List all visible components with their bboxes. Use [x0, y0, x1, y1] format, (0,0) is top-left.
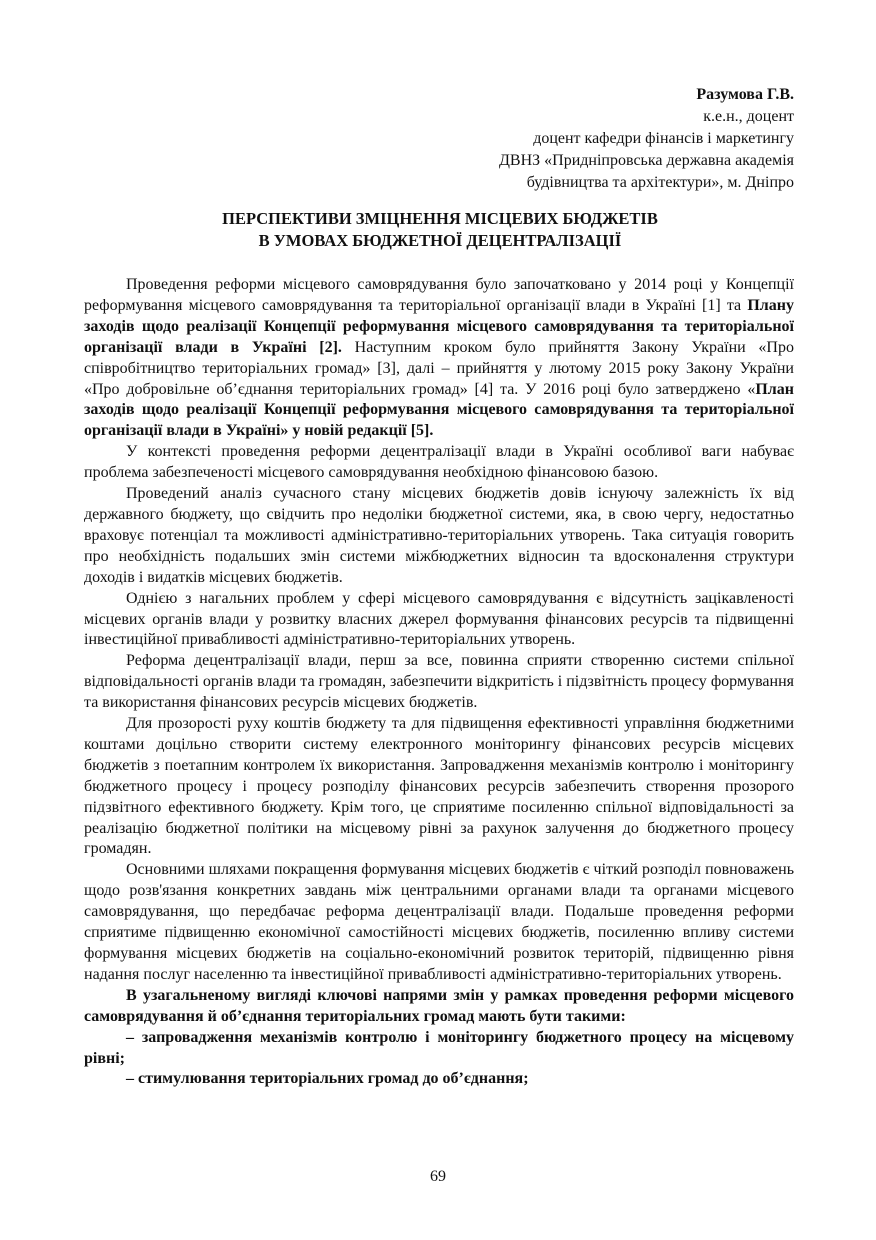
author-institution-line2: будівництва та архітектури», м. Дніпро [526, 174, 794, 191]
paragraph-8: В узагальненому вигляді ключові напрями змін у рамках проведення реформи місцевого самоврядування й об’єднання територіальних громад мають бути такими: [84, 986, 794, 1025]
title-line-1: ПЕРСПЕКТИВИ ЗМІЦНЕННЯ МІСЦЕВИХ БЮДЖЕТІВ [222, 209, 658, 228]
author-name: Разумова Г.В. [696, 86, 794, 103]
author-block [374, 84, 794, 194]
paragraph-1-bold-d: План заходів щодо реалізації Концепції реформування місцевого самоврядування та територіальної організації влади в Україні» у новій редакції [5]. [84, 380, 794, 440]
paragraph-4: Однією з нагальних проблем у сфері місцевого самоврядування є відсутність зацікавленості місцевих органів влади у розвитку власних джерел формування фінансових ресурсів та підвищенні інвестиційної привабливості адміністративно-територіальних утворень. [84, 589, 794, 649]
paragraph-2: У контексті проведення реформи децентралізації влади в Україні особливої ваги набуває проблема забезпеченості місцевого самоврядування необхідною фінансовою базою. [84, 443, 794, 482]
list-item-1: – запровадження механізмів контролю і моніторингу бюджетного процесу на місцевому рівні; [84, 1028, 794, 1067]
paragraph-1-text-c: Наступним кроком було прийняття Закону України «Про співробітництво територіальних громад» [3], далі – прийняття у лютому 2015 року Закону України «Про добровільне об’єднання територіальних громад» [4] та. У 2016 році було затверджено « [84, 338, 794, 398]
title-line-2: В УМОВАХ БЮДЖЕТНОЇ ДЕЦЕНТРАЛІЗАЦІЇ [258, 231, 622, 250]
paragraph-3: Проведений аналіз сучасного стану місцевих бюджетів довів існуючу залежність їх від державного бюджету, що свідчить про недоліки бюджетної системи, яка, в свою чергу, недостатньо враховує потенціал та можливості адміністративно-територіальних утворень. Така ситуація говорить про необхідність подальших змін системи міжбюджетних відносин та вдосконалення структури доходів і видатків місцевих бюджетів. [84, 485, 794, 586]
article-body [84, 275, 794, 1090]
paragraph-6: Для прозорості руху коштів бюджету та для підвищення ефективності управління бюджетними коштами доцільно створити систему електронного моніторингу фінансових ресурсів місцевих бюджетів з поетапним контролем їх використання. Запровадження механізмів контролю і моніторингу бюджетного процесу і процесу розподілу фінансових ресурсів забезпечить створення прозорого підзвітного ефективного бюджету. Крім того, це сприятиме посиленню спільної відповідальності за реалізацію бюджетної політики на місцевому рівні за рахунок залучення до бюджетного процесу громадян. [84, 715, 794, 858]
paragraph-5: Реформа децентралізації влади, перш за все, повинна сприяти створенню системи спільної відповідальності органів влади та громадян, забезпечити відкритість і підзвітність процесу формування та використання фінансових ресурсів місцевих бюджетів. [84, 652, 794, 712]
paragraph-7: Основними шляхами покращення формування місцевих бюджетів є чіткий розподіл повноважень щодо розв'язання конкретних завдань між центральними органами влади та органами місцевого самоврядування, що передбачає реформа децентралізації влади. Подальше проведення реформи сприятиме підвищенню економічної самостійності місцевих бюджетів, посиленню впливу системи формування місцевих бюджетів на соціально-економічний розвиток територій, підвищенню рівня надання послуг населенню та інвестиційної привабливості адміністративно-територіальних утворень. [84, 861, 794, 983]
author-degree: к.е.н., доцент [703, 108, 794, 125]
paper-title [84, 208, 796, 252]
list-item-2: – стимулювання територіальних громад до об’єднання; [126, 1070, 529, 1088]
paragraph-1-text-a: Проведення реформи місцевого самоврядування було започатковано у 2014 році у Концепції реформування місцевого самоврядування та територіальної організації влади в Україні [1] та [84, 276, 794, 314]
paragraph-1 [84, 275, 794, 442]
paragraph-1-bold-b: Плану заходів щодо реалізації Концепції реформування місцевого самоврядування та територіальної організації влади в Україні [2]. [84, 296, 794, 356]
author-institution-line1: ДВНЗ «Придніпровська державна академія [499, 152, 794, 169]
author-position: доцент кафедри фінансів і маркетингу [533, 130, 794, 147]
page-number: 69 [430, 1168, 446, 1185]
